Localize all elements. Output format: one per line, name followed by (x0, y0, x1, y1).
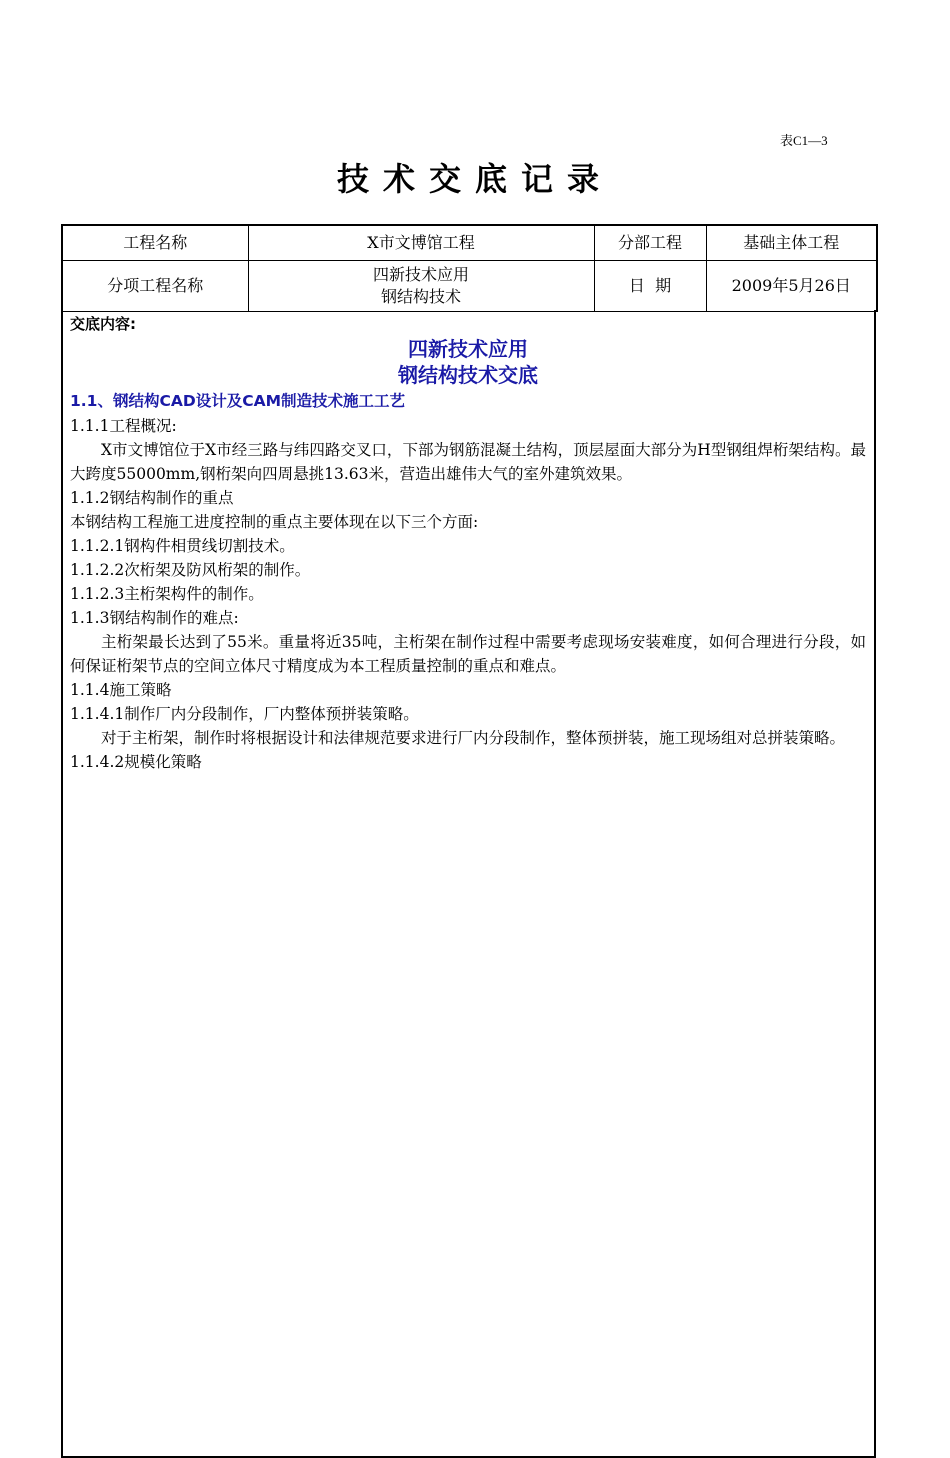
paragraph-heading: 1.1.2钢结构制作的重点 (70, 489, 234, 507)
content-title-line-2: 钢结构技术交底 (398, 363, 538, 387)
project-name-value: X市文博馆工程 (248, 225, 594, 261)
content-label: 交底内容: (70, 315, 136, 333)
paragraph-item: 1.1.2.3主桁架构件的制作。 (70, 585, 264, 603)
paragraph-item: 1.1.2.2次桁架及防风桁架的制作。 (70, 561, 311, 579)
paragraph-body: X市文博馆位于X市经三路与纬四路交叉口，下部为钢筋混凝土结构，顶层屋面大部分为H型钢组焊桁架结构。最大跨度55000mm,钢桁架向四周悬挑13.63米，营造出雄伟大气的室外建筑效果。 (70, 441, 866, 483)
division-label: 分部工程 (594, 225, 706, 261)
paragraph-item: 1.1.4.1制作厂内分段制作，厂内整体预拼装策略。 (70, 705, 419, 723)
document-title: 技术交底记录 (336, 160, 613, 198)
subitem-line-1: 四新技术应用 (372, 265, 469, 284)
date-label: 日 期 (594, 261, 706, 312)
form-code: 表C1—3 (780, 133, 828, 148)
info-table (61, 224, 878, 312)
content-title-line-1: 四新技术应用 (408, 337, 528, 361)
content-area (70, 312, 866, 774)
paragraph-item: 1.1.2.1钢构件相贯线切割技术。 (70, 537, 295, 555)
paragraph-body: 本钢结构工程施工进度控制的重点主要体现在以下三个方面: (70, 513, 479, 531)
section-heading: 1.1、钢结构CAD设计及CAM制造技术施工工艺 (70, 392, 405, 410)
paragraph-body: 对于主桁架，制作时将根据设计和法律规范要求进行厂内分段制作，整体预拼装，施工现场组对总拼装策略。 (101, 729, 846, 747)
subitem-value (248, 261, 594, 312)
paragraph-body: 主桁架最长达到了55米。重量将近35吨，主桁架在制作过程中需要考虑现场安装难度，如何合理进行分段，如何保证桁架节点的空间立体尺寸精度成为本工程质量控制的重点和难点。 (70, 633, 866, 675)
paragraph-heading: 1.1.1工程概况: (70, 417, 177, 435)
division-value: 基础主体工程 (706, 225, 877, 261)
date-value: 2009年5月26日 (706, 261, 877, 312)
subitem-label: 分项工程名称 (62, 261, 248, 312)
paragraph-heading: 1.1.3钢结构制作的难点: (70, 609, 239, 627)
paragraph-item: 1.1.4.2规模化策略 (70, 753, 202, 771)
paragraph-heading: 1.1.4施工策略 (70, 681, 172, 699)
project-name-label: 工程名称 (62, 225, 248, 261)
subitem-line-2: 钢结构技术 (380, 287, 461, 306)
